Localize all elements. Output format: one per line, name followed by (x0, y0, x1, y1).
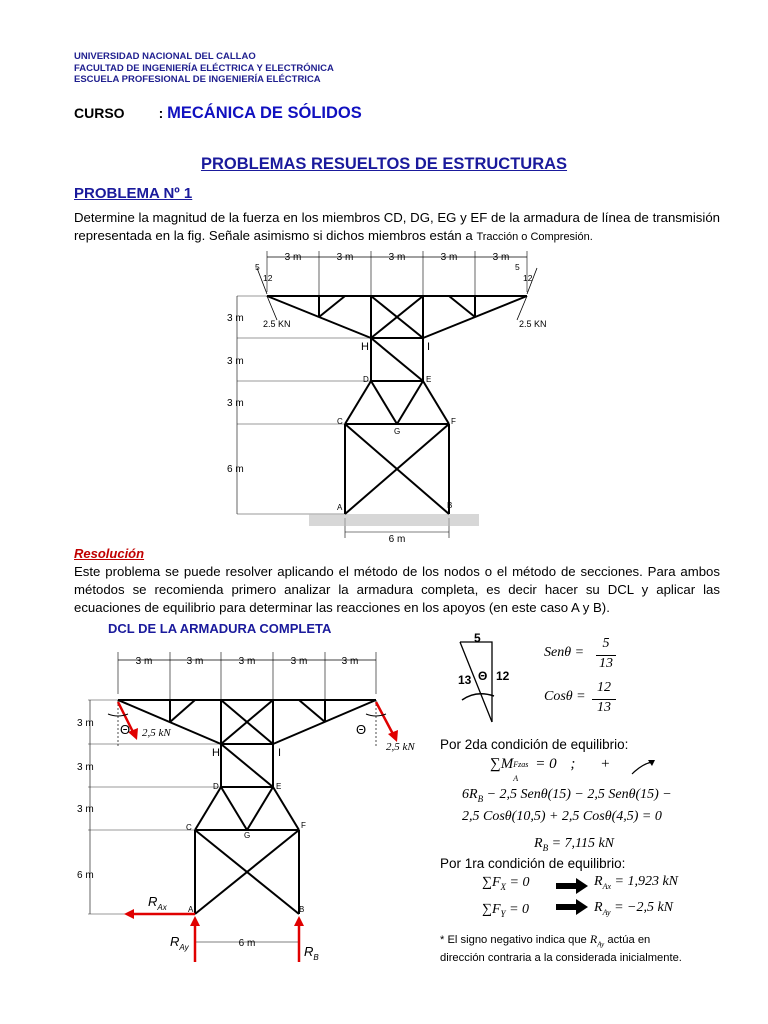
fig2-node-f: F (301, 821, 306, 830)
problem-heading: PROBLEMA Nº 1 (74, 185, 193, 202)
fig2-node-d: D (213, 782, 219, 791)
ground (309, 514, 479, 526)
fig2-dim-left-2: 3 m (77, 762, 94, 773)
triangle-angle: Θ (478, 669, 488, 683)
fig1-slope-5-right: 5 (515, 262, 520, 272)
fig2-load-right: 2,5 kN (386, 741, 415, 753)
fig2-dim-bottom: 6 m (238, 938, 256, 949)
fig1-node-b: B (447, 501, 453, 510)
angle-triangle (452, 630, 527, 725)
fig1-node-e: E (426, 375, 432, 384)
fig2-load-right-arrow (376, 702, 394, 736)
fy-arrow-icon (556, 899, 590, 915)
triangle-hypotenuse: 13 (458, 673, 472, 687)
rotation-arrow-icon (630, 756, 660, 778)
course-name: MECÁNICA DE SÓLIDOS (167, 104, 362, 122)
cond2-label: Por 2da condición de equilibrio: (440, 737, 629, 752)
resolution-heading: Resolución (74, 546, 145, 561)
truss-figure-1 (225, 248, 550, 543)
page-title: PROBLEMAS RESUELTOS DE ESTRUCTURAS (200, 155, 568, 173)
university-name: UNIVERSIDAD NACIONAL DEL CALLAO (74, 51, 256, 62)
fig1-dim-top-1: 3 m (284, 252, 302, 263)
triangle-opposite: 5 (474, 631, 481, 645)
fig2-dim-top-5: 3 m (341, 656, 359, 667)
fig2-dim-top-3: 3 m (238, 656, 256, 667)
fig1-load-left: 2.5 KN (263, 319, 291, 329)
fig1-dim-top-5: 3 m (492, 252, 510, 263)
rax-label: $R_{Ax}$ (148, 894, 167, 912)
fig2-theta-right: Θ (356, 722, 367, 737)
cond1-label: Por 1ra condición de equilibrio: (440, 856, 626, 871)
fig2-dim-left-4: 6 m (77, 870, 94, 881)
fig1-slope-5-left: 5 (255, 262, 260, 272)
fig1-dim-top-3: 3 m (388, 252, 406, 263)
moment-equation: ∑M Fzas A = 0 ; + (490, 756, 610, 783)
fig2-dim-top-4: 3 m (290, 656, 308, 667)
fig2-dim-top-2: 3 m (186, 656, 204, 667)
problem-statement: Determine la magnitud de la fuerza en los miembros CD, DG, EG y EF de la armadura de línea de transmisión representada en la fig. Señale asimismo si dichos miembros están a Tracción o Compresión. (74, 210, 720, 243)
fig1-dim-left-2: 3 m (227, 356, 244, 367)
fig2-theta-left: Θ (120, 722, 131, 737)
statement-end: Tracción o Compresión. (476, 231, 593, 243)
fig1-dim-left-1: 3 m (227, 313, 244, 324)
fig1-dim-left-3: 3 m (227, 398, 244, 409)
sign-note: * El signo negativo indica que $R_{Ay}$ actúa en dirección contraria a la considerada inicialmente. (440, 932, 682, 965)
fig1-load-right: 2.5 KN (519, 319, 547, 329)
fig2-load-left: 2,5 kN (142, 727, 171, 739)
course-line (74, 104, 362, 123)
course-label: CURSO (74, 105, 125, 121)
fig1-node-d: D (363, 375, 369, 384)
moment-line-2: 2,5 Cosθ(10,5) + 2,5 Cosθ(4,5) = 0 (462, 809, 662, 824)
fig1-dim-bottom: 6 m (388, 534, 406, 543)
school-name: ESCUELA PROFESIONAL DE INGENIERÍA ELÉCTRICA (74, 74, 321, 85)
fig2-node-a: A (188, 905, 194, 914)
fig2-node-b: B (299, 905, 305, 914)
fig1-node-g: G (394, 427, 401, 436)
dcl-title: DCL DE LA ARMADURA COMPLETA (108, 621, 332, 636)
fig2-dim-top-1: 3 m (135, 656, 153, 667)
fig2-node-g: G (244, 831, 251, 840)
truss-figure-2 (74, 648, 434, 1024)
fig2-dim-left-1: 3 m (77, 718, 94, 729)
ray-result: $R_{Ay} = -2,5$ kN (594, 900, 674, 917)
fig1-dim-top-2: 3 m (336, 252, 354, 263)
fig1-node-a: A (337, 503, 343, 512)
fig1-dim-top-4: 3 m (440, 252, 458, 263)
faculty-name: FACULTAD DE INGENIERÍA ELÉCTRICA Y ELECTRÓNICA (74, 62, 334, 74)
course-colon: : (158, 105, 164, 121)
fig2-node-e: E (276, 782, 282, 791)
fig2-node-i: I (278, 747, 282, 759)
fig2-node-h: H (212, 747, 220, 759)
fig1-node-c: C (337, 417, 343, 426)
fx-arrow-icon (556, 878, 590, 894)
fig1-node-i: I (427, 341, 431, 353)
sum-fy: $\sum F_Y = 0$ (482, 902, 530, 919)
moment-line-1: $6R_B - 2,5$ Senθ(15) − 2,5 Senθ(15) − (462, 787, 672, 804)
fig1-slope-12-left: 12 (263, 273, 273, 283)
fig1-node-f: F (451, 417, 456, 426)
institution-header (74, 51, 334, 86)
triangle-adjacent: 12 (496, 669, 510, 683)
fig2-dim-left-3: 3 m (77, 804, 94, 815)
ray-label: $R_{Ay}$ (170, 934, 189, 952)
fig1-slope-12-right: 12 (523, 273, 533, 283)
rb-label: $R_B$ (304, 944, 319, 962)
fig2-node-c: C (186, 823, 192, 832)
fig1-node-h: H (361, 341, 369, 353)
resolution-text: Este problema se puede resolver aplicando el método de los nodos o el método de secciones. Para ambos métodos se recomienda primero analizar la armadura completa, es decir hacer su DCL y aplicar las ecuaciones de equilibrio para determinar las reacciones en los apoyos (en este caso A y B). (74, 564, 720, 615)
sum-fx: $\sum F_X = 0$ (482, 875, 530, 892)
fig1-dim-left-4: 6 m (227, 464, 244, 475)
fig1-truss-members (267, 296, 527, 514)
rax-result: $R_{Ax} = 1,923$ kN (594, 874, 678, 891)
rb-result: $R_B = 7,115$ kN (534, 836, 615, 853)
